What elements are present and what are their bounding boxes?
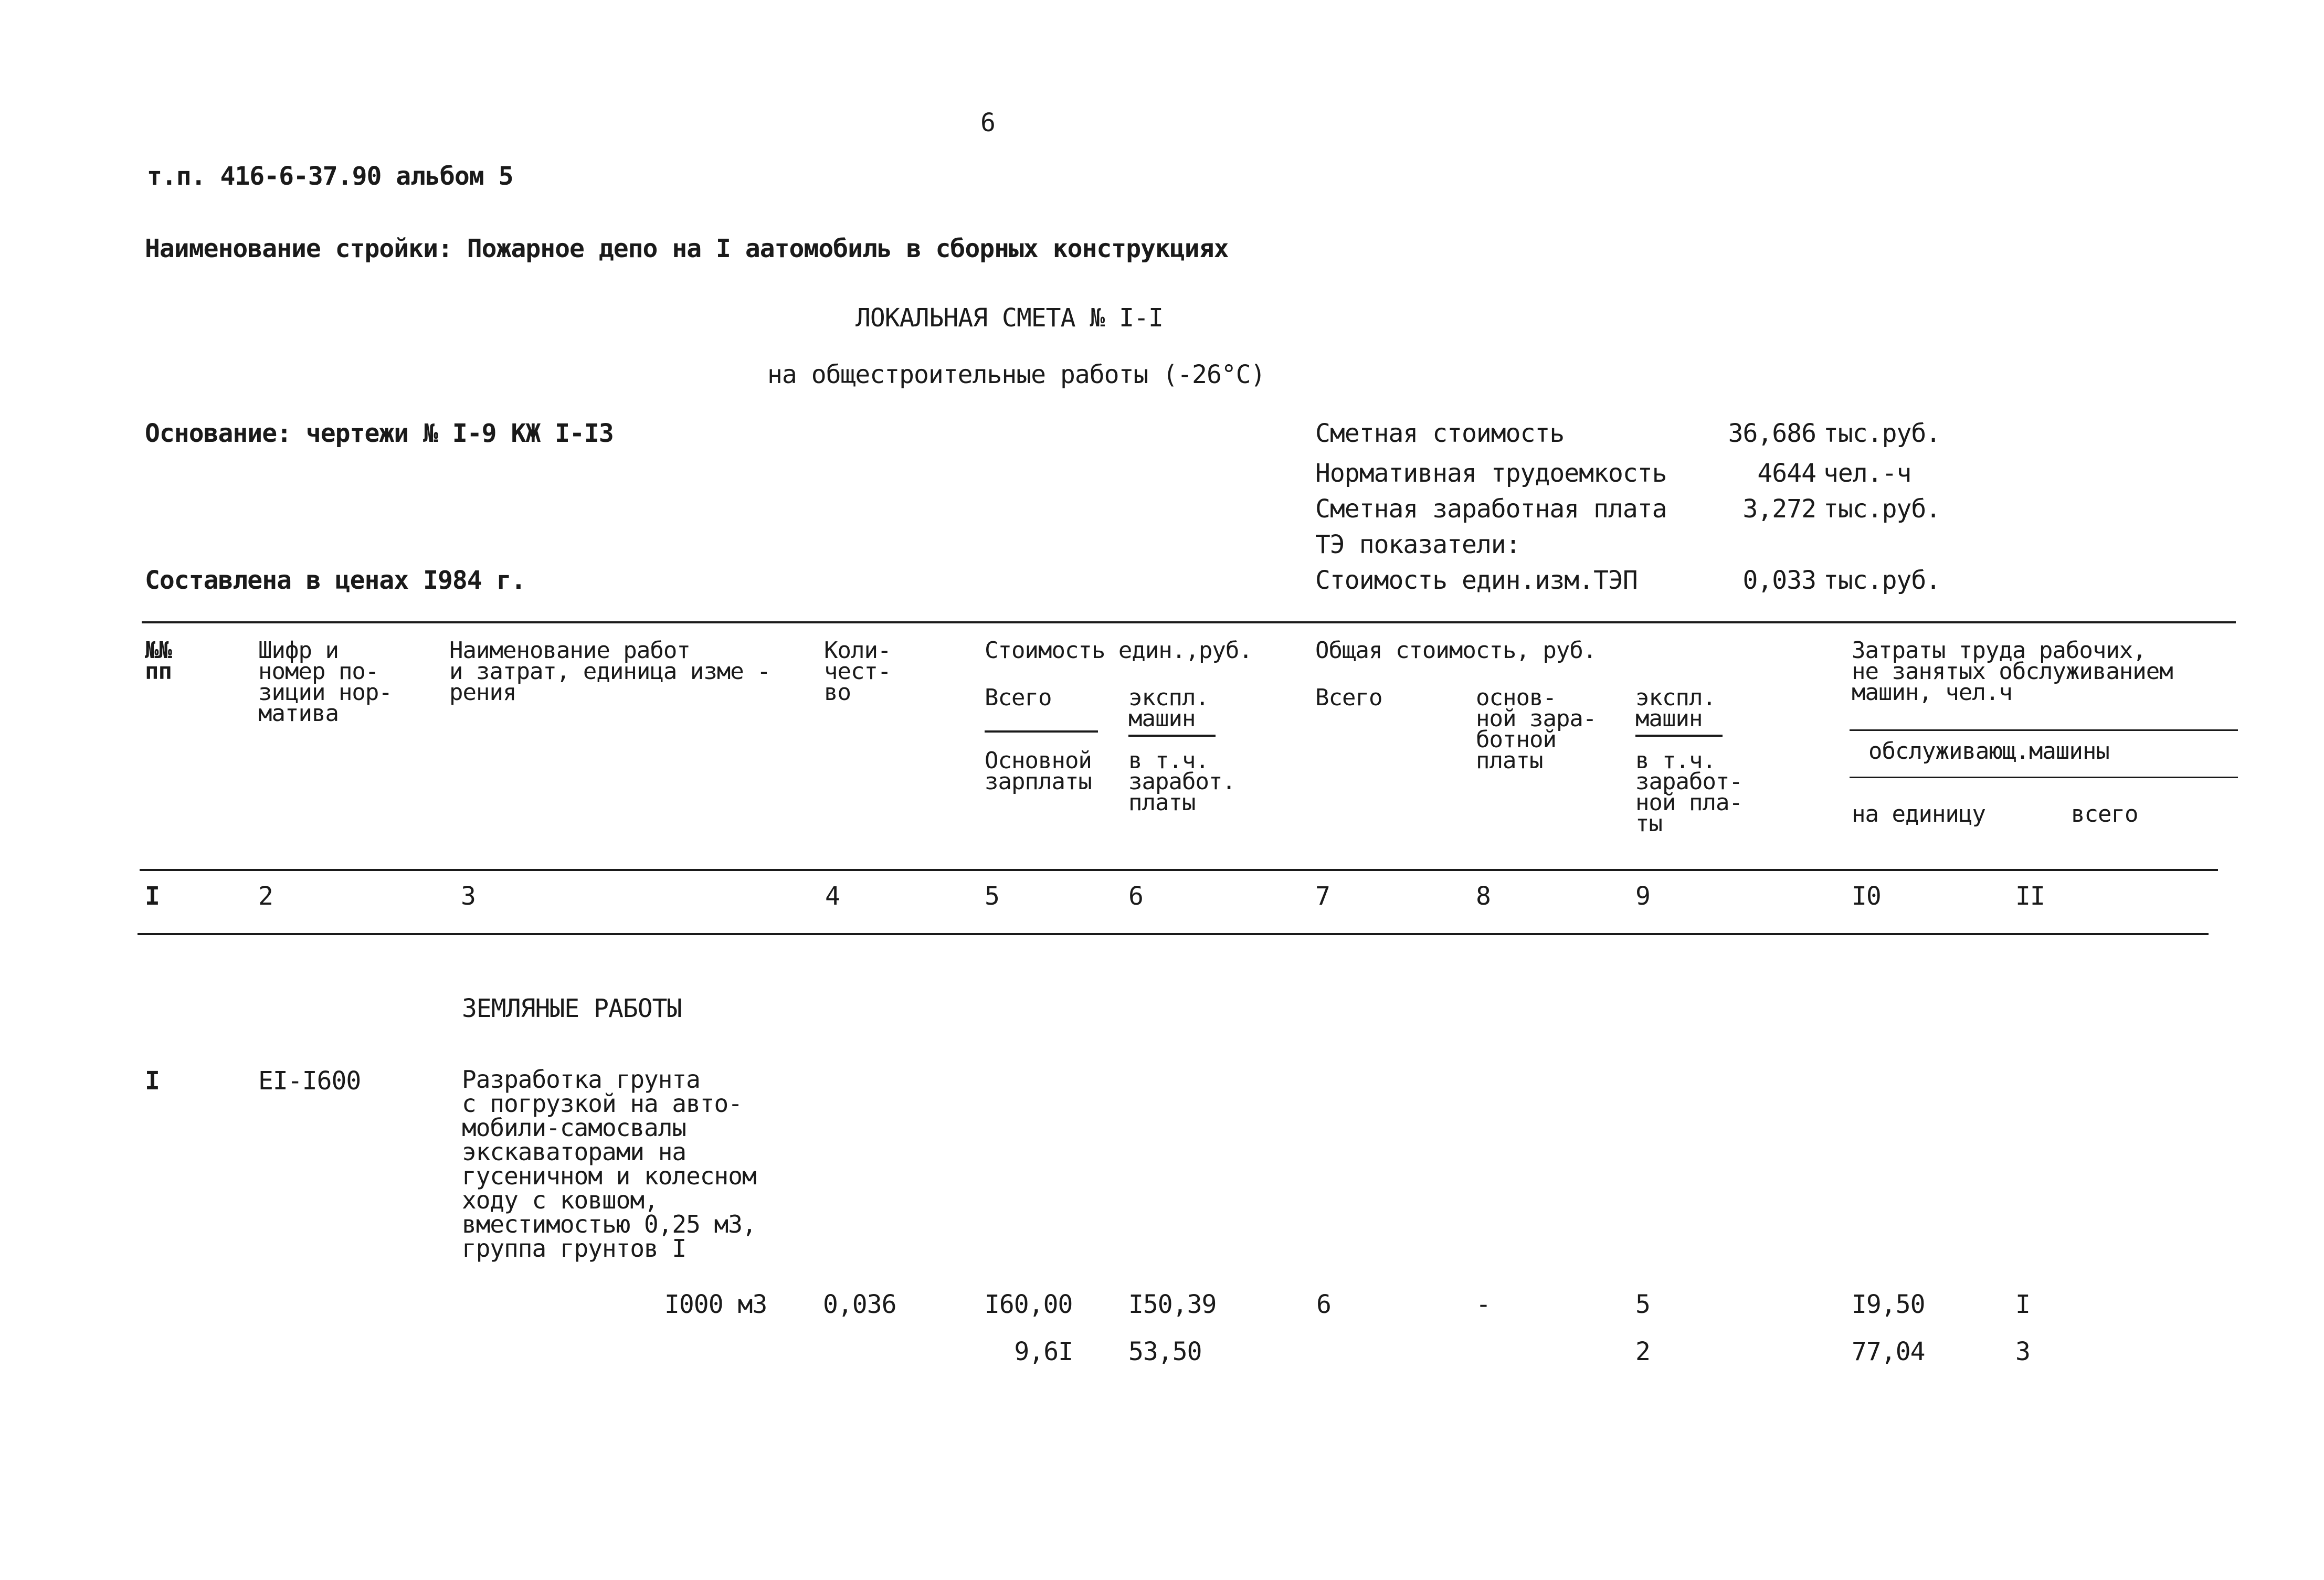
header-total-total: Всего: [1315, 684, 1382, 711]
header-unit-cost-group: Стоимость един.,руб.: [985, 637, 1252, 664]
table-top-rule: [142, 621, 2236, 623]
summary-value: 36,686: [1728, 419, 1816, 448]
labor-service-rule: [1850, 777, 2238, 778]
row-unit-incl-wage: 53,50: [1128, 1337, 1202, 1366]
labor-group-rule: [1850, 729, 2238, 731]
estimate-subtitle: на общестроительные работы (-26°С): [767, 360, 1265, 389]
row-unit-total: I60,00: [985, 1290, 1073, 1319]
header-quantity: Коли- чест- во: [824, 637, 891, 706]
header-labor-service: обслуживающ.машины: [1868, 738, 2109, 765]
column-number: 3: [461, 882, 476, 911]
column-number: 5: [985, 882, 999, 911]
row-number: I: [145, 1066, 160, 1096]
header-unit-total: Всего: [985, 684, 1052, 711]
header-row-number: №№ пп: [145, 637, 172, 685]
row-unit-base-wage: 9,6I: [1014, 1337, 1073, 1366]
row-labor-total: 3: [2015, 1337, 2030, 1366]
column-number: II: [2015, 882, 2045, 911]
summary-label: Стоимость един.изм.ТЭП: [1315, 566, 1638, 595]
column-number: I0: [1852, 882, 1881, 911]
header-total-base-wage: основ- ной зара- ботной платы: [1476, 684, 1597, 774]
row-labor-total: I: [2015, 1290, 2030, 1319]
row-norm-code: EI-I600: [258, 1066, 361, 1096]
column-number: 6: [1128, 882, 1143, 911]
prices-year: Составлена в ценах I984 г.: [145, 566, 526, 595]
header-total-machine: экспл. машин: [1635, 684, 1716, 732]
header-norm-code: Шифр и номер по- зиции нор- матива: [258, 637, 392, 727]
header-labor-total: всего: [2071, 801, 2138, 828]
header-work-name: Наименование работ и затрат, единица изме - рения: [449, 637, 770, 706]
header-unit-machine: экспл. машин: [1128, 684, 1209, 732]
row-unit-machine: I50,39: [1128, 1290, 1217, 1319]
summary-unit: тыс.руб.: [1823, 494, 1941, 524]
summary-label: ТЭ показатели:: [1315, 530, 1520, 559]
estimate-basis: Основание: чертежи № I-9 КЖ I-I3: [145, 419, 614, 448]
column-numbers-rule: [138, 933, 2209, 935]
column-number: 9: [1635, 882, 1650, 911]
header-unit-incl-wage: в т.ч. заработ. платы: [1128, 747, 1235, 816]
row-total-base-wage: -: [1476, 1290, 1491, 1319]
header-total-machine-underline: [1635, 735, 1723, 737]
summary-label: Сметная стоимость: [1315, 419, 1565, 448]
row-total-incl-wage: 2: [1635, 1337, 1650, 1366]
summary-unit: тыс.руб.: [1823, 419, 1941, 448]
header-total-cost-group: Общая стоимость, руб.: [1315, 637, 1597, 664]
column-number: I: [145, 882, 160, 911]
header-total-incl-wage: в т.ч. заработ- ной пла- ты: [1635, 747, 1742, 837]
summary-label: Нормативная трудоемкость: [1315, 459, 1667, 488]
row-total-total: 6: [1316, 1290, 1331, 1319]
row-description: Разработка грунта с погрузкой на авто- мобили-самосвалы экскаваторами на гусеничном и колесном ходу с ковшом, вместимостью 0,25 м3, группа грунтов I: [462, 1065, 756, 1263]
column-number: 4: [825, 882, 840, 911]
header-bottom-rule: [140, 869, 2218, 871]
row-quantity: 0,036: [823, 1290, 896, 1319]
summary-unit: тыс.руб.: [1823, 566, 1941, 595]
row-labor-per-unit: I9,50: [1852, 1290, 1925, 1319]
header-labor-group: Затраты труда рабочих, не занятых обслуживанием машин, чел.ч: [1852, 637, 2173, 706]
estimate-title: ЛОКАЛЬНАЯ СМЕТА № I-I: [855, 303, 1163, 333]
summary-value: 4644: [1757, 459, 1816, 488]
row-total-machine: 5: [1635, 1290, 1650, 1319]
header-unit-total-underline: [985, 730, 1098, 733]
header-unit-machine-underline: [1128, 735, 1216, 737]
header-labor-per-unit: на единицу: [1852, 801, 1985, 828]
summary-value: 0,033: [1742, 566, 1816, 595]
project-reference: т.п. 416-6-37.90 альбом 5: [147, 162, 513, 191]
summary-value: 3,272: [1742, 494, 1816, 524]
page-number: 6: [980, 108, 995, 137]
summary-unit: чел.-ч: [1823, 459, 1911, 488]
column-number: 7: [1315, 882, 1330, 911]
section-title: ЗЕМЛЯНЫЕ РАБОТЫ: [462, 994, 682, 1023]
row-labor-per-unit: 77,04: [1852, 1337, 1925, 1366]
header-unit-base-wage: Основной зарплаты: [985, 747, 1092, 795]
column-number: 8: [1476, 882, 1491, 911]
row-unit: I000 м3: [664, 1290, 767, 1319]
construction-name: Наименование стройки: Пожарное депо на I аатомобиль в сборных конструкциях: [145, 234, 1229, 263]
column-number: 2: [258, 882, 273, 911]
summary-label: Сметная заработная плата: [1315, 494, 1667, 524]
